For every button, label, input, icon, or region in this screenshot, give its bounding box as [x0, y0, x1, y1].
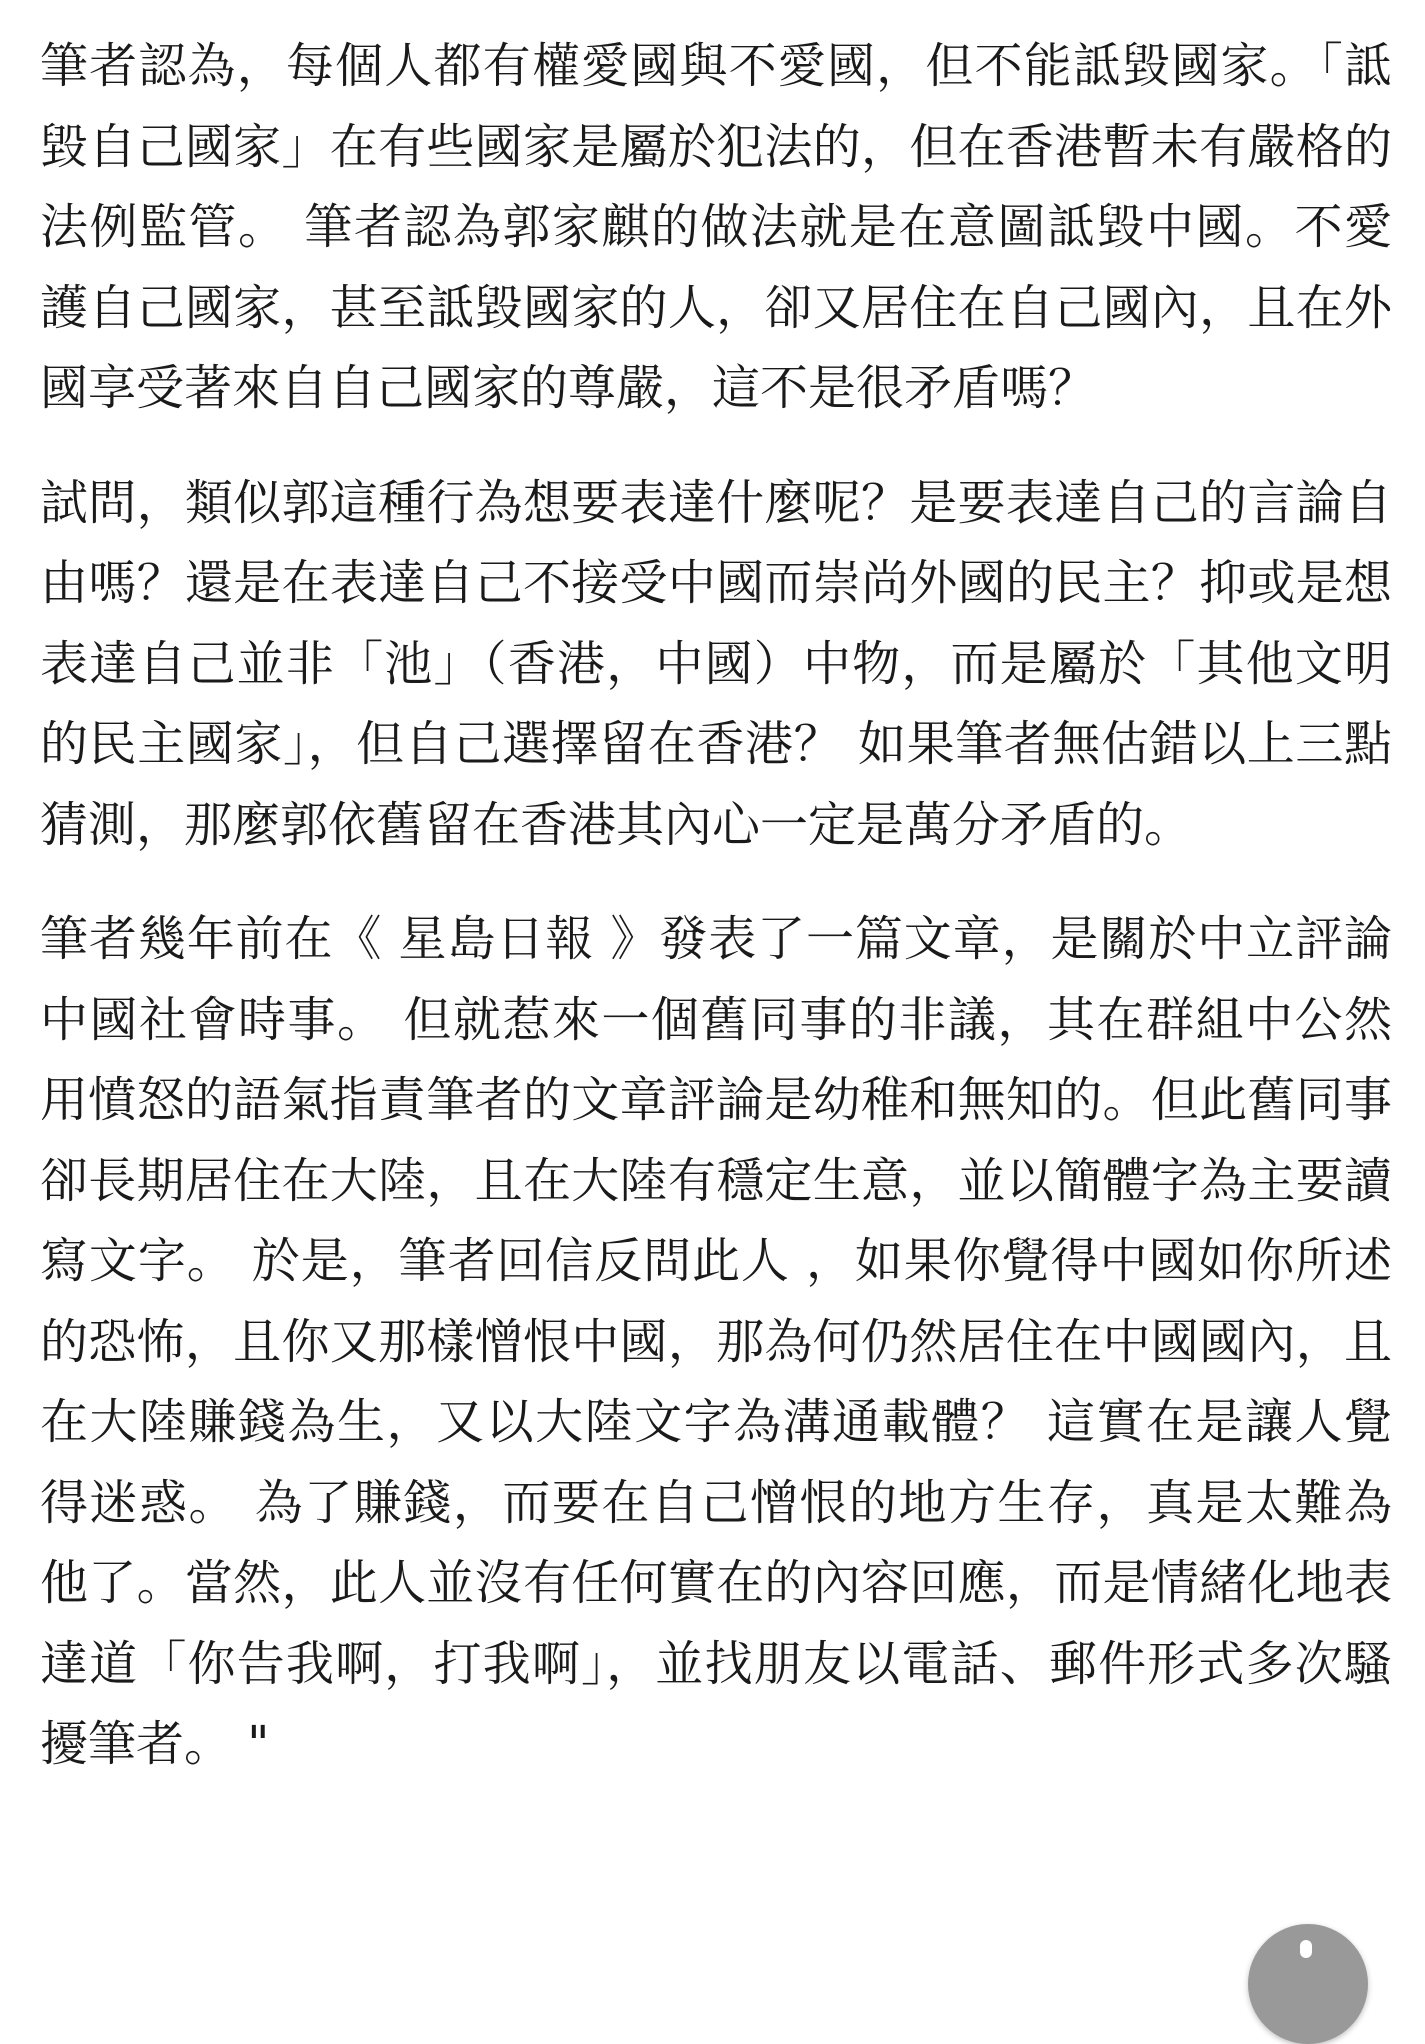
info-icon [1300, 1940, 1312, 1958]
article-body [40, 26, 1392, 1819]
floating-action-button[interactable] [1248, 1924, 1368, 2044]
paragraph-1: 筆者認為，每個人都有權愛國與不愛國，但不能詆毀國家。「詆毀自己國家」在有些國家是屬於犯法的，但在香港暫未有嚴格的法例監管。 筆者認為郭家麒的做法就是在意圖詆毀中國。不愛護自己國家，甚至詆毀國家的人，卻又居住在自己國內，且在外國享受著來自自己國家的尊嚴，這不是很矛盾嗎？ [40, 38, 1392, 416]
paragraph-2: 試問，類似郭這種行為想要表達什麼呢？是要表達自己的言論自由嗎？還是在表達自己不接受中國而崇尚外國的民主？抑或是想表達自己並非「池」（香港，中國）中物，而是屬於「其他文明的民主國家」，但自己選擇留在香港？ 如果筆者無估錯以上三點猜測，那麼郭依舊留在香港其內心一定是萬分矛盾的。 [40, 474, 1392, 853]
paragraph-3: 筆者幾年前在《 星島日報 》發表了一篇文章，是關於中立評論中國社會時事。 但就惹來一個舊同事的非議，其在群組中公然用憤怒的語氣指責筆者的文章評論是幼稚和無知的。但此舊同事卻長期居住在大陸，且在大陸有穩定生意，並以簡體字為主要讀寫文字。 於是，筆者回信反問此人 ，如果你覺得中國如你所述的恐怖，且你又那樣憎恨中國，那為何仍然居住在中國國內，且在大陸賺錢為生，又以大陸文字為溝通載體？ 這實在是讓人覺得迷惑。 為了賺錢，而要在自己憎恨的地方生存，真是太難為他了。當然，此人並沒有任何實在的內容回應，而是情緒化地表達道「你告我啊，打我啊」，並找朋友以電話、郵件形式多次騷擾筆者。 " [40, 911, 1392, 1772]
